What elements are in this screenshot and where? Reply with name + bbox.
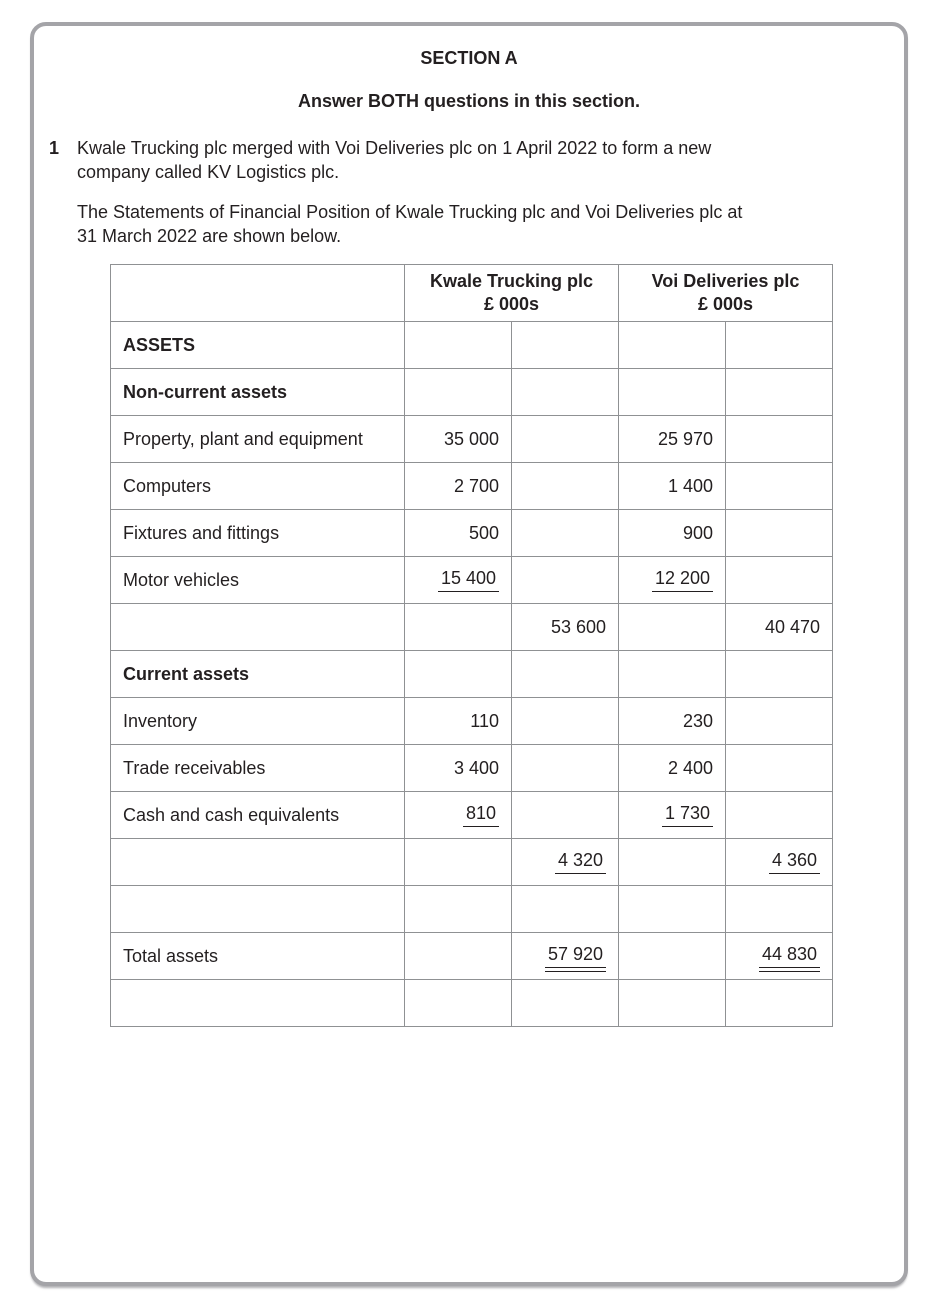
value-cell <box>619 651 726 698</box>
table-row <box>111 839 833 886</box>
double-underlined-value: 44 830 <box>759 944 820 968</box>
question-text-line-1: Kwale Trucking plc merged with Voi Deliveries plc on 1 April 2022 to form a new <box>77 138 712 158</box>
row-label: Total assets <box>111 933 405 980</box>
underlined-value: 4 360 <box>769 850 820 874</box>
value-cell <box>405 839 512 886</box>
company-unit-voi: £ 000s <box>697 294 754 314</box>
value-cell <box>619 557 726 604</box>
intro-text-line-2: 31 March 2022 are shown below. <box>77 226 342 246</box>
value-cell <box>512 369 619 416</box>
intro-text <box>77 200 904 248</box>
company-unit-kwale: £ 000s <box>483 294 540 314</box>
question-text-line-2: company called KV Logistics plc. <box>77 162 340 182</box>
value-cell <box>405 651 512 698</box>
row-label: Current assets <box>111 651 405 698</box>
page-frame <box>30 22 908 1286</box>
value-cell <box>619 604 726 651</box>
value-cell <box>726 416 833 463</box>
value-cell <box>619 792 726 839</box>
value-cell <box>512 698 619 745</box>
value-cell <box>512 839 619 886</box>
value-cell <box>619 933 726 980</box>
table-row <box>111 745 833 792</box>
value-cell <box>512 416 619 463</box>
value-cell <box>726 322 833 369</box>
header-kwale-trucking <box>405 265 619 322</box>
value-cell <box>405 792 512 839</box>
row-label: Non-current assets <box>111 369 405 416</box>
financial-table-body <box>111 322 833 1027</box>
table-row <box>111 886 833 933</box>
table-row <box>111 933 833 980</box>
value-cell <box>726 886 833 933</box>
value-cell <box>512 792 619 839</box>
value-cell <box>512 980 619 1027</box>
value-cell <box>619 839 726 886</box>
value-cell <box>619 322 726 369</box>
header-empty-cell <box>111 265 405 322</box>
value-cell <box>405 322 512 369</box>
row-label: Trade receivables <box>111 745 405 792</box>
row-label: Computers <box>111 463 405 510</box>
value-cell: 500 <box>405 510 512 557</box>
row-label: ASSETS <box>111 322 405 369</box>
company-name-voi: Voi Deliveries plc <box>651 270 800 291</box>
underlined-value: 12 200 <box>652 568 713 592</box>
value-cell <box>726 933 833 980</box>
underlined-value: 1 730 <box>662 803 713 827</box>
double-underlined-value: 57 920 <box>545 944 606 968</box>
value-cell <box>405 604 512 651</box>
value-cell <box>726 839 833 886</box>
value-cell <box>405 557 512 604</box>
value-cell: 2 400 <box>619 745 726 792</box>
row-label: Fixtures and fittings <box>111 510 405 557</box>
table-row <box>111 416 833 463</box>
financial-position-table <box>110 264 833 1027</box>
row-label: Property, plant and equipment <box>111 416 405 463</box>
question-number: 1 <box>49 138 60 158</box>
table-row <box>111 369 833 416</box>
value-cell <box>512 322 619 369</box>
value-cell: 1 400 <box>619 463 726 510</box>
row-label <box>111 604 405 651</box>
value-cell <box>726 651 833 698</box>
underlined-value: 810 <box>463 803 499 827</box>
value-cell: 40 470 <box>726 604 833 651</box>
value-cell: 110 <box>405 698 512 745</box>
section-instruction: Answer BOTH questions in this section. <box>297 91 641 111</box>
value-cell <box>405 933 512 980</box>
table-row <box>111 792 833 839</box>
table-row <box>111 463 833 510</box>
row-label: Cash and cash equivalents <box>111 792 405 839</box>
value-cell: 2 700 <box>405 463 512 510</box>
table-row <box>111 510 833 557</box>
table-row <box>111 604 833 651</box>
value-cell <box>405 980 512 1027</box>
row-label <box>111 980 405 1027</box>
table-row <box>111 557 833 604</box>
row-label <box>111 839 405 886</box>
value-cell: 25 970 <box>619 416 726 463</box>
value-cell: 3 400 <box>405 745 512 792</box>
table-row <box>111 980 833 1027</box>
value-cell <box>512 557 619 604</box>
value-cell <box>726 698 833 745</box>
value-cell <box>512 510 619 557</box>
company-name-kwale: Kwale Trucking plc <box>429 270 594 291</box>
intro-text-line-1: The Statements of Financial Position of Kwale Trucking plc and Voi Deliveries plc at <box>77 202 743 222</box>
value-cell: 230 <box>619 698 726 745</box>
value-cell <box>405 886 512 933</box>
value-cell: 900 <box>619 510 726 557</box>
value-cell <box>619 369 726 416</box>
value-cell <box>619 980 726 1027</box>
value-cell <box>726 745 833 792</box>
value-cell <box>512 933 619 980</box>
section-title: SECTION A <box>420 48 518 68</box>
header-voi-deliveries <box>619 265 833 322</box>
row-label: Inventory <box>111 698 405 745</box>
value-cell <box>726 792 833 839</box>
value-cell: 35 000 <box>405 416 512 463</box>
value-cell <box>726 980 833 1027</box>
value-cell <box>619 886 726 933</box>
value-cell <box>512 463 619 510</box>
value-cell <box>726 463 833 510</box>
table-row <box>111 698 833 745</box>
value-cell <box>726 369 833 416</box>
value-cell <box>512 651 619 698</box>
question-text <box>77 136 711 184</box>
value-cell <box>405 369 512 416</box>
table-row <box>111 322 833 369</box>
value-cell <box>512 745 619 792</box>
row-label: Motor vehicles <box>111 557 405 604</box>
value-cell <box>726 510 833 557</box>
value-cell: 53 600 <box>512 604 619 651</box>
underlined-value: 15 400 <box>438 568 499 592</box>
question-1 <box>49 136 904 184</box>
value-cell <box>726 557 833 604</box>
table-row <box>111 651 833 698</box>
row-label <box>111 886 405 933</box>
value-cell <box>512 886 619 933</box>
underlined-value: 4 320 <box>555 850 606 874</box>
table-header-row <box>111 265 833 322</box>
